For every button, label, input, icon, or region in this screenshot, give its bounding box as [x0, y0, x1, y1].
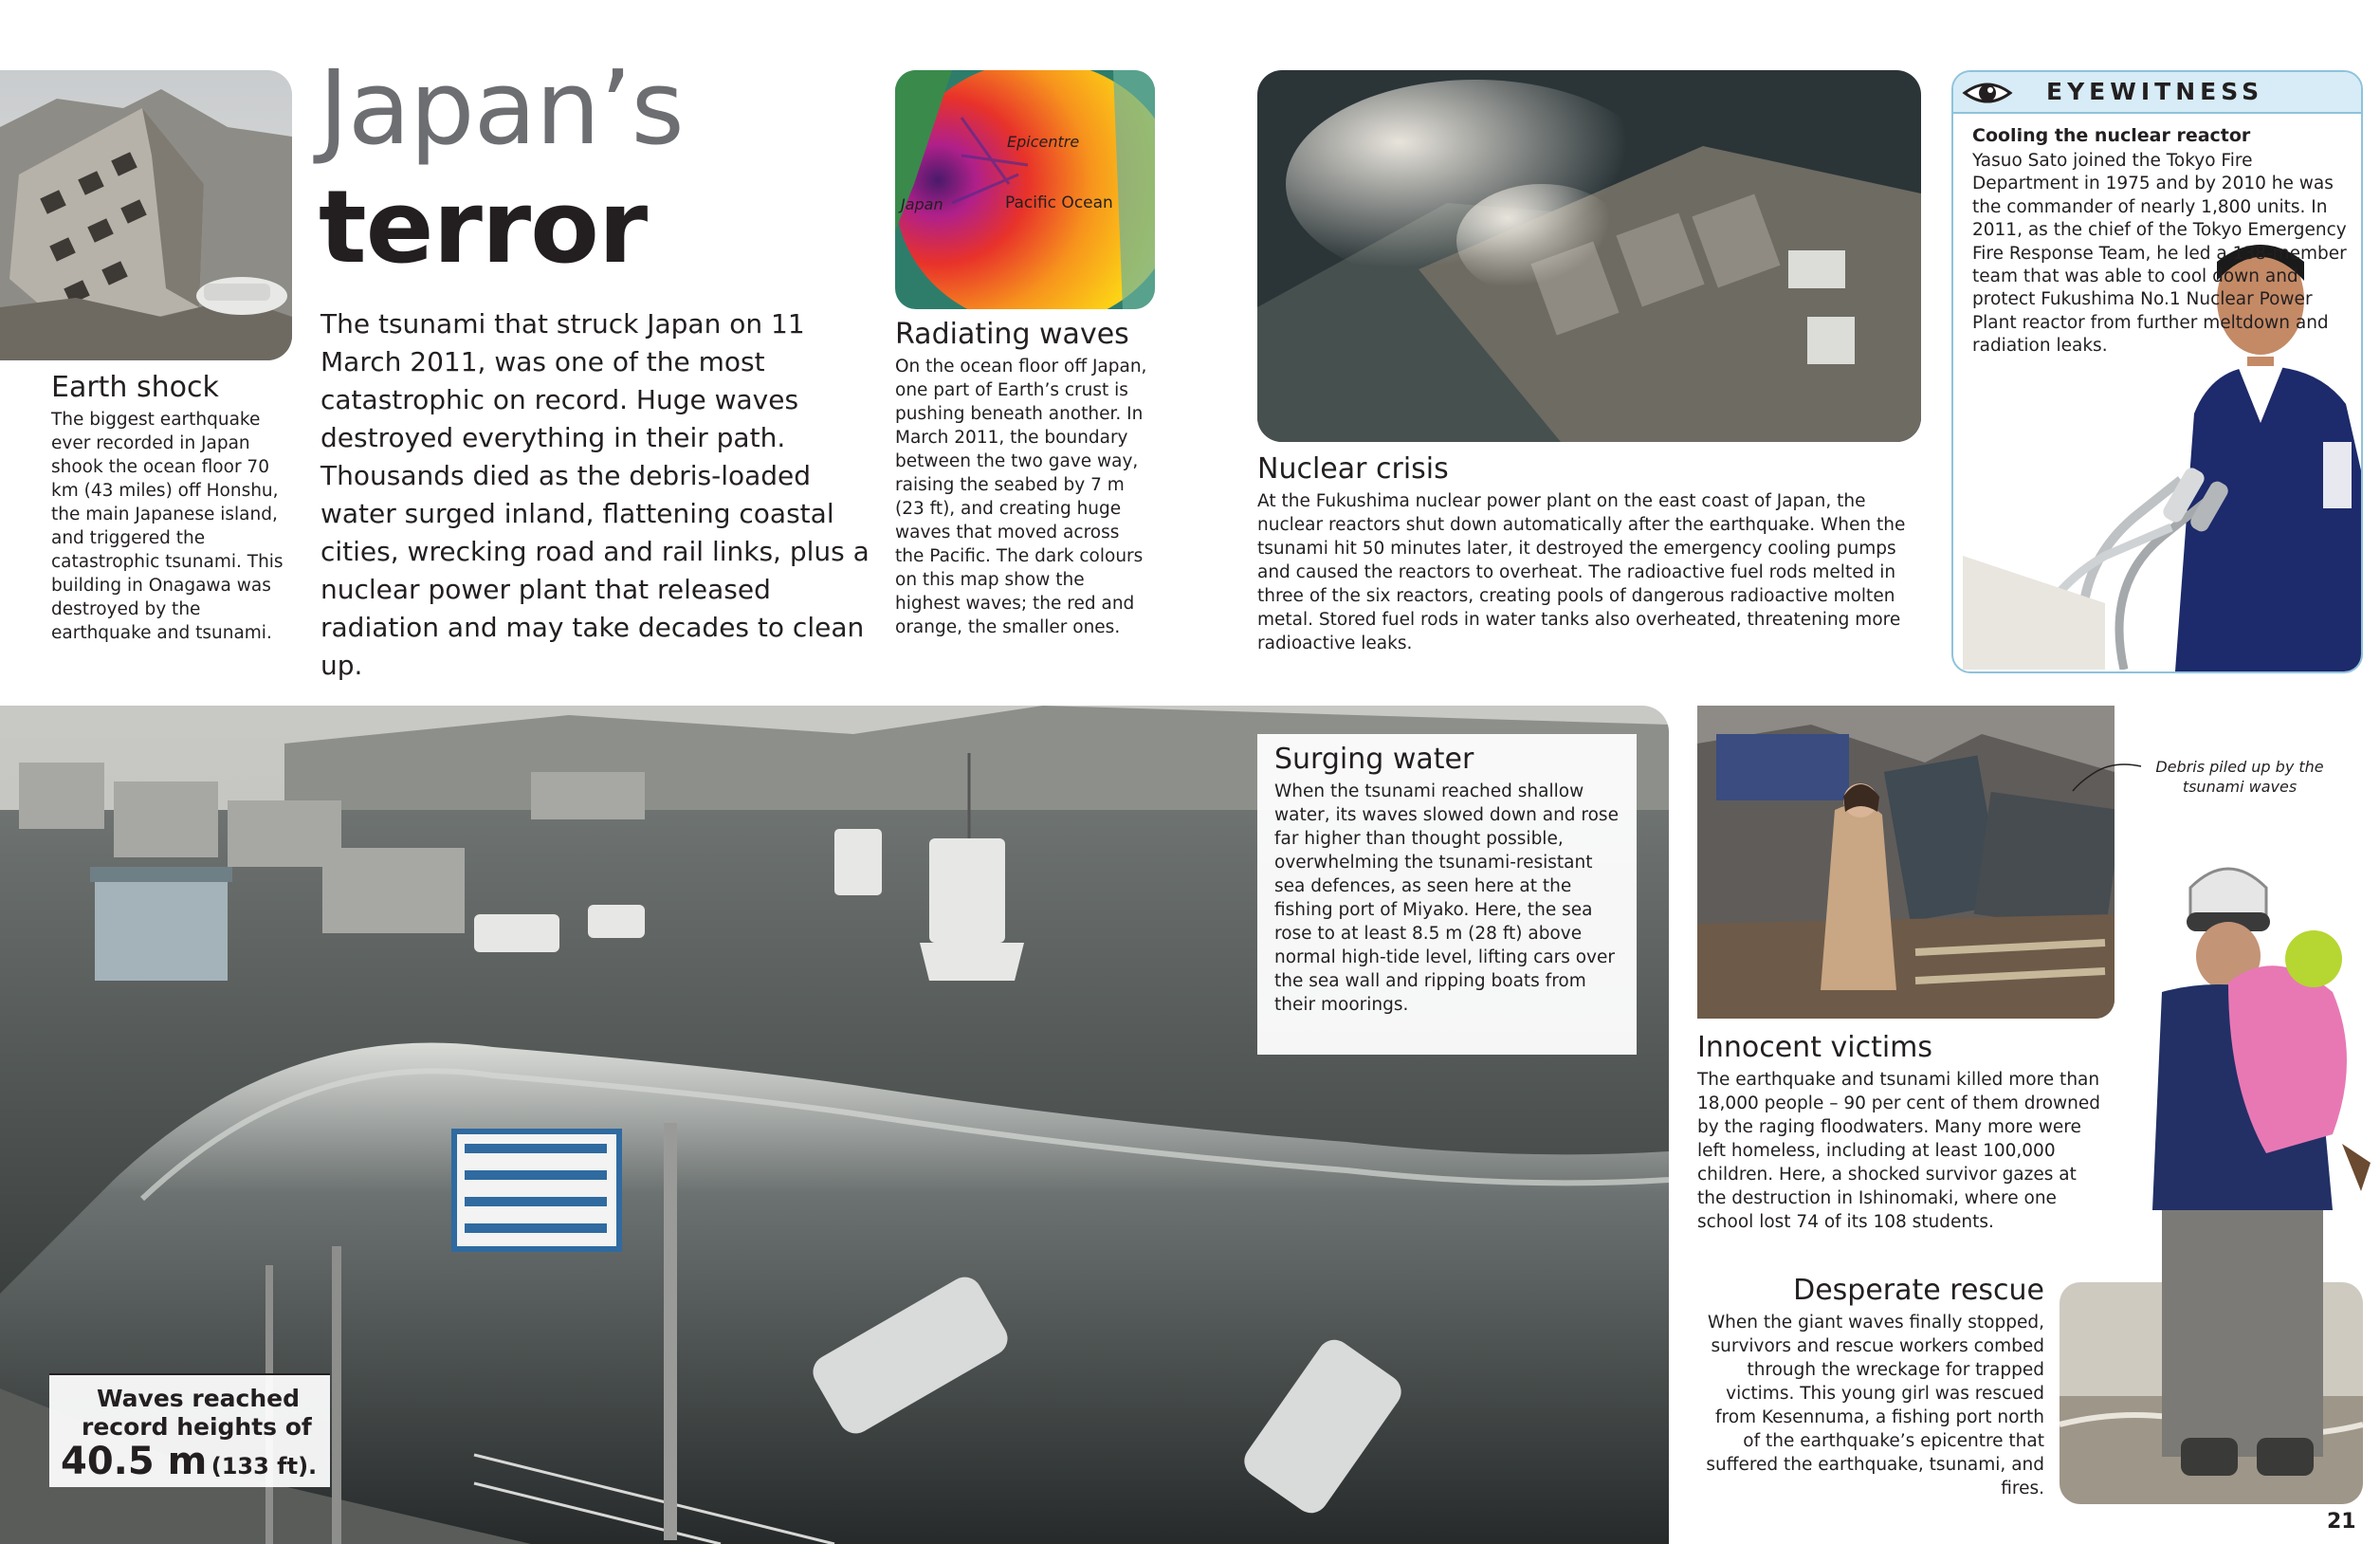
eyewitness-label: EYEWITNESS: [2046, 78, 2264, 105]
innocent-victims-heading: Innocent victims: [1697, 1031, 1933, 1064]
innocent-victims-caption: The earthquake and tsunami killed more than 18,000 people – 90 per cent of them drowned by the raging floodwaters. Many more were left homeless, including at least 100,000 children. Here, a shocked survivor gazes at the destruction in Ishinomaki, where one school lost 74 of its 108 students.: [1697, 1070, 2100, 1232]
eye-icon: [1961, 74, 2014, 112]
collapsed-building-photo: [0, 70, 292, 360]
desperate-rescue-caption: When the giant waves finally stopped, survivors and rescue workers combed through the wreckage for trapped victims. This young girl was rescued from Kesennuma, a fishing port north of the earthquake’s epicentre that suffered the earthquake, tsunami, and fires.: [1706, 1313, 2044, 1498]
page-number: 21: [2327, 1510, 2356, 1534]
waves-record-unit: (133 ft).: [211, 1453, 318, 1480]
survivor-debris-photo: [1697, 706, 2115, 1019]
debris-callout-label: Debris piled up by the tsunami waves: [2155, 758, 2324, 796]
intro-paragraph: The tsunami that struck Japan on 11 March 2011, was one of the most catastrophic on record. Huge waves destroyed everything in their path. Thousands died as the debris-loaded water surged inland, flattening coastal cities, wrecking road and rail links, plus a nuclear power plant that released radiation and may take decades to clean up.: [320, 308, 870, 681]
map-label-japan: Japan: [901, 195, 943, 213]
fukushima-plant-photo: [1257, 70, 1921, 442]
surging-water-heading: Surging water: [1274, 743, 1474, 776]
page-title-line2: terror: [319, 169, 648, 285]
debris-callout-line: [2067, 757, 2143, 795]
wave-height-map: [895, 70, 1155, 309]
radiating-waves-heading: Radiating waves: [895, 318, 1129, 351]
eyewitness-box: [1951, 70, 2363, 673]
eyewitness-text: Yasuo Sato joined the Tokyo Fire Department in 1975 and by 2010 he was the commander of nearly 1,800 units. In 2011, as the chief of the Tokyo Emergency Fire Response Team, he led a 138-member team that was able to cool down and protect Fukushima No.1 Nuclear Power Plant reactor from further meltdown and radiation leaks.: [1972, 151, 2347, 357]
rescuer-carrying-girl-cutout: [2124, 850, 2380, 1491]
nuclear-crisis-heading: Nuclear crisis: [1257, 452, 1449, 486]
waves-record-line2: record heights of: [82, 1413, 312, 1441]
radiating-waves-caption: On the ocean floor off Japan, one part of Earth’s crust is pushing beneath another. In March 2011, the boundary between the two gave way, raising the seabed by 7 m (23 ft), and creating huge waves that moved across the Pacific. The dark colours on this map show the highest waves; the red and orange, the smaller ones.: [895, 357, 1147, 637]
nuclear-crisis-caption: At the Fukushima nuclear power plant on the east coast of Japan, the nuclear reactors shut down automatically after the earthquake. When the tsunami hit 50 minutes later, it destroyed the emergency cooling pumps and caused the reactors to overheat. The radioactive fuel rods melted in three of the six reactors, creating pools of dangerous radioactive molten metal. Stored fuel rods in water tanks also overheated, threatening more radioactive leaks.: [1257, 491, 1906, 653]
eyewitness-heading: Cooling the nuclear reactor: [1972, 125, 2251, 146]
desperate-rescue-heading: Desperate rescue: [1793, 1274, 2044, 1307]
waves-record-line1: Waves reached: [97, 1385, 301, 1412]
waves-record-value-row: [61, 1440, 317, 1483]
waves-record-value: 40.5 m: [61, 1440, 208, 1483]
map-label-pacific-ocean: Pacific Ocean: [1005, 193, 1113, 212]
map-label-epicentre: Epicentre: [1007, 133, 1080, 151]
earth-shock-heading: Earth shock: [51, 371, 219, 404]
earth-shock-caption: The biggest earthquake ever recorded in Japan shook the ocean floor 70 km (43 miles) off Honshu, the main Japanese island, and triggered the catastrophic tsunami. This building in Onagawa was destroyed by the earthquake and tsunami.: [51, 410, 284, 643]
microphones: [1963, 385, 2276, 670]
page-title-line1: Japan’s: [319, 49, 684, 168]
surging-water-caption: When the tsunami reached shallow water, its waves slowed down and rose far higher than thought possible, overwhelming the tsunami-resistant sea defences, as seen here at the fishing port of Miyako. Here, the sea rose to at least 8.5 m (28 ft) above normal high-tide level, lifting cars over the sea wall and ripping boats from their moorings.: [1274, 781, 1619, 1015]
